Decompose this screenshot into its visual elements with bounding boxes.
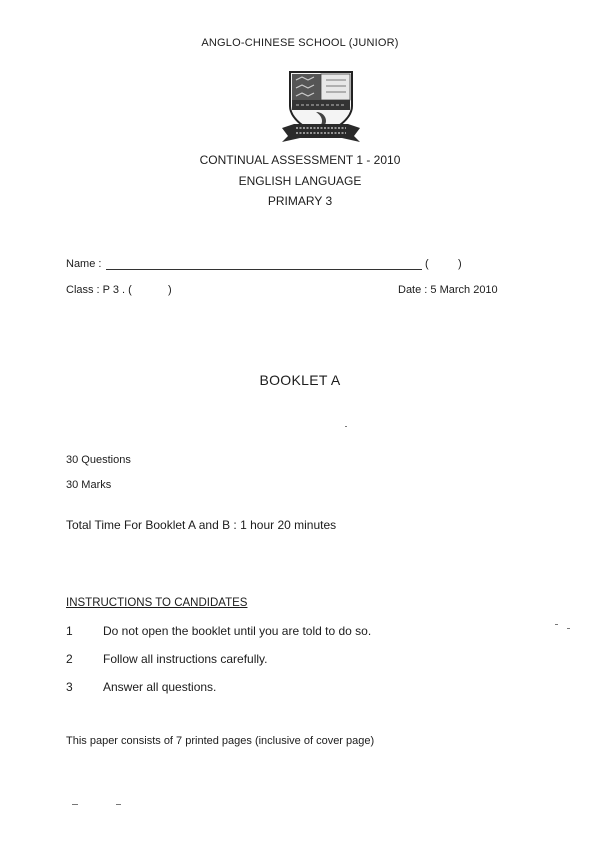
scan-speck [555, 624, 558, 625]
exam-title: CONTINUAL ASSESSMENT 1 - 2010 [199, 153, 401, 167]
instruction-text: Follow all instructions carefully. [103, 652, 268, 666]
instruction-text: Answer all questions. [103, 680, 217, 694]
class-paren-close: ) [168, 284, 172, 296]
scan-speck [567, 628, 570, 629]
instruction-number: 2 [66, 652, 73, 666]
school-name: ANGLO-CHINESE SCHOOL (JUNIOR) [201, 37, 399, 49]
scan-speck [345, 426, 347, 427]
page-count-note: This paper consists of 7 printed pages (inclusive of cover page) [66, 735, 375, 747]
instructions-title: INSTRUCTIONS TO CANDIDATES [66, 597, 248, 609]
level-title: PRIMARY 3 [267, 194, 333, 208]
scan-speck [72, 804, 78, 805]
date-label: Date : 5 March 2010 [398, 284, 498, 296]
instruction-number: 3 [66, 680, 73, 694]
class-label: Class : P 3 . ( [66, 284, 132, 296]
subject-title: ENGLISH LANGUAGE [238, 174, 362, 188]
name-field-line[interactable] [106, 269, 422, 270]
scan-speck [116, 804, 121, 805]
register-number-paren-close: ) [458, 258, 462, 270]
mark-count: 30 Marks [66, 479, 112, 491]
instruction-number: 1 [66, 624, 73, 638]
name-label: Name : [66, 258, 102, 270]
booklet-title: BOOKLET A [259, 372, 341, 388]
question-count: 30 Questions [66, 454, 131, 466]
total-time: Total Time For Booklet A and B : 1 hour 20 minutes [66, 518, 337, 532]
register-number-paren-open: ( [425, 258, 429, 270]
school-crest-logo [276, 66, 366, 146]
instruction-text: Do not open the booklet until you are told to do so. [103, 624, 372, 638]
